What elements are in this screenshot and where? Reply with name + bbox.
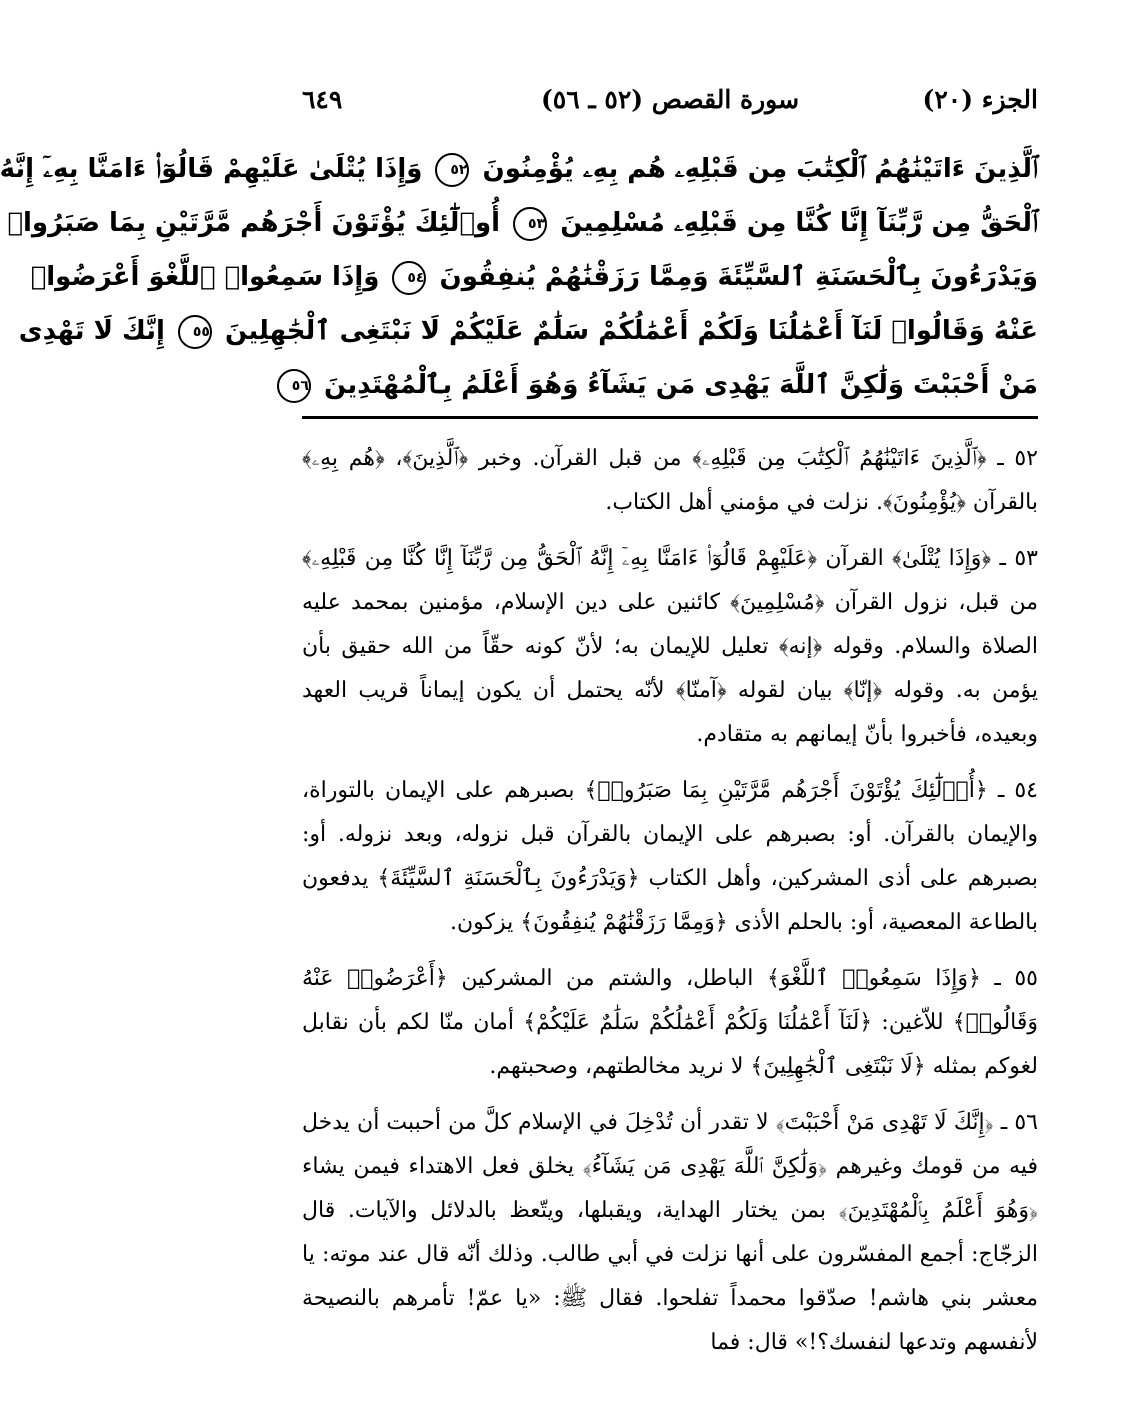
verse-line (291, 358, 1038, 412)
verse-line (18, 304, 1038, 358)
verse-text: مَنْ أَحْبَبْتَ وَلَٰكِنَّ ٱللَّهَ يَهْدِى مَن يَشَآءُ وَهُوَ أَعْلَمُ بِٱلْمُهْتَدِينَ (323, 370, 1038, 400)
commentary-paragraph-55: ٥٥ ـ ﴿وَإِذَا سَمِعُوا۟ ٱللَّغْوَ﴾ الباطل، والشتم من المشركين ﴿أَعْرَضُوا۟ عَنْهُ وَقَالُوا۟﴾ للاّغين: ﴿لَنَآ أَعْمَٰلُنَا وَلَكُمْ أَعْمَٰلُكُمْ سَلَٰمٌ عَلَيْكُمْ﴾ أمان منّا لكم بأن نقابل لغوكم بمثله ﴿لَا نَبْتَغِى ٱلْجَٰهِلِينَ﴾ لا نريد مخالطتهم، وصحبتهم. (302, 966, 1038, 1079)
quran-verses-block (0, 142, 1038, 412)
verse-line (0, 142, 1038, 196)
verse-text: عَنْهُ وَقَالُوا۟ لَنَآ أَعْمَٰلُنَا وَلَكُمْ أَعْمَٰلُكُمْ سَلَٰمٌ عَلَيْكُمْ لَا نَبْتَغِى ٱلْجَٰهِلِينَ (225, 316, 1038, 346)
verse-text: أُو۟لَٰٓئِكَ يُؤْتَوْنَ أَجْرَهُم مَّرَّتَيْنِ بِمَا صَبَرُوا۟ (7, 208, 501, 238)
divider-rule (302, 416, 1038, 419)
ayah-number-marker: ٥٣ (513, 207, 547, 241)
ayah-number-marker: ٥٦ (277, 369, 311, 403)
verse-line (7, 196, 1038, 250)
commentary-paragraph-52: ٥٢ ـ ﴿ٱلَّذِينَ ءَاتَيْنَٰهُمُ ٱلْكِتَٰبَ مِن قَبْلِهِۦ﴾ من قبل القرآن. وخبر ﴿ٱلَّذِينَ﴾، ﴿هُم بِهِۦ﴾ بالقرآن ﴿يُؤْمِنُونَ﴾. نزلت في مؤمني أهل الكتاب. (302, 446, 1038, 515)
tafsir-commentary (302, 437, 1038, 1365)
ayah-number-marker: ٥٥ (178, 315, 212, 349)
verse-text: وَيَدْرَءُونَ بِٱلْحَسَنَةِ ٱلسَّيِّئَةَ وَمِمَّا رَزَقْنَٰهُمْ يُنفِقُونَ (439, 262, 1038, 292)
ayah-number-marker: ٥٢ (435, 153, 469, 187)
verse-text: وَإِذَا يُتْلَىٰ عَلَيْهِمْ قَالُوٓا۟ ءَامَنَّا بِهِۦٓ إِنَّهُ (0, 154, 423, 184)
page-number: ٦٤٩ (302, 85, 343, 114)
juz-label: الجزء (٢٠) (922, 85, 1038, 114)
page-header (302, 80, 1038, 120)
surah-title: سورة القصص (٥٢ ـ ٥٦) (540, 85, 800, 114)
verse-text: ٱلْحَقُّ مِن رَّبِّنَآ إِنَّا كُنَّا مِن قَبْلِهِۦ مُسْلِمِينَ (560, 208, 1038, 238)
page (0, 80, 1038, 1380)
commentary-paragraph-54: ٥٤ ـ ﴿أُو۟لَٰٓئِكَ يُؤْتَوْنَ أَجْرَهُم مَّرَّتَيْنِ بِمَا صَبَرُوا۟﴾ بصبرهم على الإيمان بالتوراة، والإيمان بالقرآن. أو: بصبرهم على الإيمان بالقرآن قبل نزوله، وبعد نزوله. أو: بصبرهم على أذى المشركين، وأهل الكتاب ﴿وَيَدْرَءُونَ بِٱلْحَسَنَةِ ٱلسَّيِّئَةَ﴾ يدفعون بالطاعة المعصية، أو: بالحلم الأذى ﴿وَمِمَّا رَزَقْنَٰهُمْ يُنفِقُونَ﴾ يزكون. (302, 778, 1038, 935)
verse-text: إِنَّكَ لَا تَهْدِى (18, 316, 165, 346)
commentary-paragraph-56: ٥٦ ـ ﴿إِنَّكَ لَا تَهْدِى مَنْ أَحْبَبْتَ﴾ لا تقدر أن تُدْخِلَ في الإسلام كلَّ من أحببت أن يدخل فيه من قومك وغيرهم ﴿وَلَٰكِنَّ ٱللَّهَ يَهْدِى مَن يَشَآءُ﴾ يخلق فعل الاهتداء فيمن يشاء ﴿وَهُوَ أَعْلَمُ بِٱلْمُهْتَدِينَ﴾ بمن يختار الهداية، ويقبلها، ويتّعظ بالدلائل والآيات. قال الزجّاج: أجمع المفسّرون على أنها نزلت في أبي طالب. وذلك أنّه قال عند موته: يا معشر بني هاشم! صدّقوا محمداً تفلحوا. فقال ﷺ: «يا عمّ! تأمرهم بالنصيحة لأنفسهم وتدعها لنفسك؟!» قال: فما (302, 1110, 1038, 1355)
commentary-paragraph-53: ٥٣ ـ ﴿وَإِذَا يُتْلَىٰ﴾ القرآن ﴿عَلَيْهِمْ قَالُوٓا۟ ءَامَنَّا بِهِۦٓ إِنَّهُ ٱلْحَقُّ مِن رَّبِّنَآ إِنَّا كُنَّا مِن قَبْلِهِۦ﴾ من قبل، نزول القرآن ﴿مُسْلِمِينَ﴾ كائنين على دين الإسلام، مؤمنين بمحمد عليه الصلاة والسلام. وقوله ﴿إنه﴾ تعليل للإيمان به؛ لأنّ كونه حقّاً من الله حقيق بأن يؤمن به. وقوله ﴿إنّا﴾ بيان لقوله ﴿آمنّا﴾ لأنّه يحتمل أن يكون إيماناً قريب العهد وبعيده، فأخبروا بأنّ إيمانهم به متقادم. (302, 546, 1038, 747)
verse-text: وَإِذَا سَمِعُوا۟ ٱللَّغْوَ أَعْرَضُوا۟ (30, 262, 380, 292)
verse-text: ٱلَّذِينَ ءَاتَيْنَٰهُمُ ٱلْكِتَٰبَ مِن قَبْلِهِۦ هُم بِهِۦ يُؤْمِنُونَ (482, 154, 1038, 184)
ayah-number-marker: ٥٤ (392, 261, 426, 295)
verse-line (30, 250, 1038, 304)
